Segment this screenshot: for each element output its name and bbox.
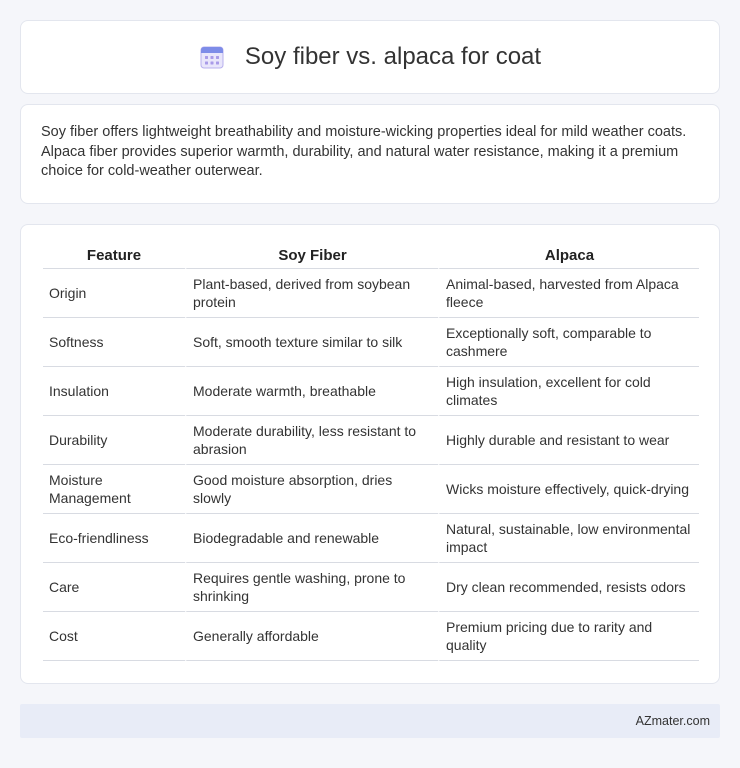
table-row xyxy=(43,318,699,367)
alpaca-cell: High insulation, excellent for cold climates xyxy=(438,367,699,416)
table-row xyxy=(43,269,699,318)
calendar-icon xyxy=(199,44,225,70)
title-card xyxy=(20,20,720,94)
soy-fiber-cell: Soft, smooth texture similar to silk xyxy=(185,318,438,367)
feature-cell: Cost xyxy=(43,612,185,661)
soy-fiber-cell: Moderate warmth, breathable xyxy=(185,367,438,416)
header-alpaca: Alpaca xyxy=(438,245,699,269)
alpaca-cell: Dry clean recommended, resists odors xyxy=(438,563,699,612)
soy-fiber-cell: Moderate durability, less resistant to abrasion xyxy=(185,416,438,465)
feature-cell: Moisture Management xyxy=(43,465,185,514)
alpaca-cell: Natural, sustainable, low environmental impact xyxy=(438,514,699,563)
feature-cell: Softness xyxy=(43,318,185,367)
table-row xyxy=(43,612,699,661)
alpaca-cell: Exceptionally soft, comparable to cashmere xyxy=(438,318,699,367)
feature-cell: Insulation xyxy=(43,367,185,416)
soy-fiber-cell: Biodegradable and renewable xyxy=(185,514,438,563)
alpaca-cell: Animal-based, harvested from Alpaca fleece xyxy=(438,269,699,318)
table-header-row xyxy=(43,245,699,269)
table-row xyxy=(43,514,699,563)
table-row xyxy=(43,563,699,612)
header-soy-fiber: Soy Fiber xyxy=(185,245,438,269)
soy-fiber-cell: Requires gentle washing, prone to shrinking xyxy=(185,563,438,612)
table-row xyxy=(43,465,699,514)
comparison-card xyxy=(20,224,720,684)
header-feature: Feature xyxy=(43,245,185,269)
alpaca-cell: Wicks moisture effectively, quick-drying xyxy=(438,465,699,514)
alpaca-cell: Highly durable and resistant to wear xyxy=(438,416,699,465)
feature-cell: Eco-friendliness xyxy=(43,514,185,563)
table-row xyxy=(43,416,699,465)
summary-text: Soy fiber offers lightweight breathability and moisture-wicking properties ideal for mild weather coats. Alpaca fiber provides superior warmth, durability, and natural water resistance, making it a premium choice for cold-weather outerwear. xyxy=(41,124,687,179)
page-title: Soy fiber vs. alpaca for coat xyxy=(244,43,542,70)
feature-cell: Origin xyxy=(43,269,185,318)
soy-fiber-cell: Generally affordable xyxy=(185,612,438,661)
footer-bar xyxy=(20,704,720,738)
soy-fiber-cell: Good moisture absorption, dries slowly xyxy=(185,465,438,514)
soy-fiber-cell: Plant-based, derived from soybean protein xyxy=(185,269,438,318)
table-row xyxy=(43,367,699,416)
comparison-table xyxy=(43,245,699,661)
footer-site-link[interactable]: AZmater.com xyxy=(635,714,710,728)
feature-cell: Durability xyxy=(43,416,185,465)
feature-cell: Care xyxy=(43,563,185,612)
summary-card xyxy=(20,104,720,204)
alpaca-cell: Premium pricing due to rarity and quality xyxy=(438,612,699,661)
